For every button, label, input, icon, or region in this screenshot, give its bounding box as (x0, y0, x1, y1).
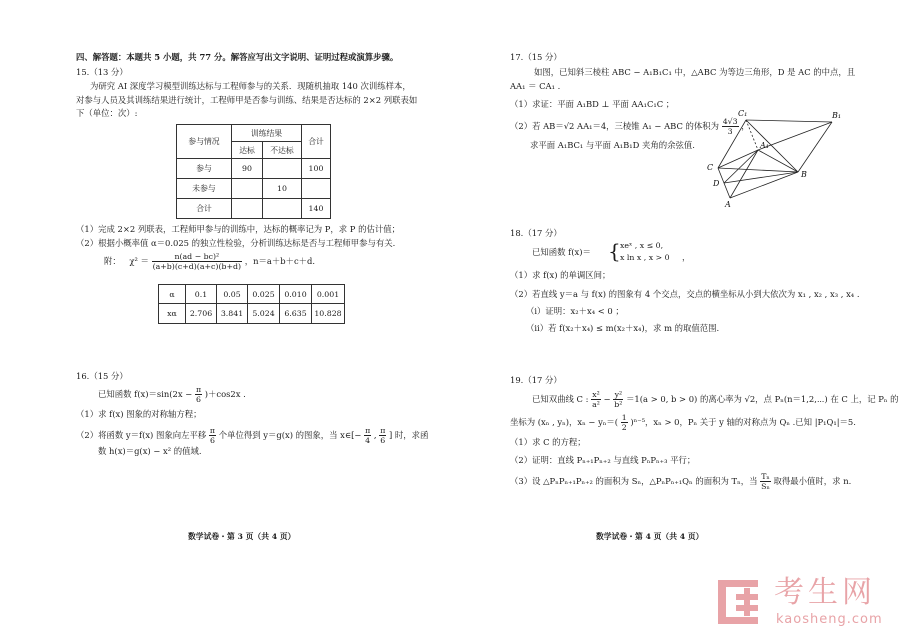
edge (746, 120, 832, 122)
edge (724, 150, 758, 183)
q15-para-2: 对参与人员及其训练结果进行统计，工程师甲是否参与训练、结果是否达标的 2×2 列联表如 (76, 95, 418, 105)
numerator: π (365, 426, 371, 435)
cell-fail (263, 199, 302, 219)
row-label: 未参与 (177, 179, 232, 199)
q18-sub-1: （1）求 f(x) 的单调区间； (510, 270, 611, 280)
label-d: D (713, 179, 720, 188)
numerator: 1 (621, 413, 627, 422)
q16-sub-2 (76, 426, 428, 445)
edge (746, 120, 798, 172)
page-4 (450, 0, 900, 636)
q17-para-1: 如图，已知斜三棱柱 ABC − A₁B₁C₁ 中，△ABC 为等边三角形，D 是 AC 的中点，且 (534, 67, 856, 77)
watermark-cn: 考生网 (774, 575, 876, 610)
cell-pass: 90 (232, 159, 263, 179)
fraction (379, 426, 386, 445)
q19-sub-3-part: （3）设 △PₙPₙ₊₁Pₙ₊₂ 的面积为 Sₙ，△PₙPₙ₊₁Qₙ 的面积为 Tₙ，当 (510, 476, 758, 486)
q17-para-2: AA₁ ＝ CA₁ . (510, 81, 561, 91)
q16-function-part: )＋cos2x . (204, 389, 246, 399)
numerator: π (209, 426, 216, 435)
edge (730, 172, 798, 198)
logo-shape (718, 617, 758, 624)
q15-sub-2: （2）根据小概率值 α＝0.025 的独立性检验，分析训练达标是否与工程师甲参与有关. (76, 238, 396, 248)
cell-fail (263, 159, 302, 179)
denominator: 3 (727, 127, 733, 136)
denominator: b² (614, 400, 623, 409)
kaosheng-logo-icon (712, 574, 768, 630)
q16-sub-2-part: , (373, 430, 377, 440)
q16-sub-2-cont: 数 h(x)＝g(x) − x² 的值域. (98, 446, 202, 456)
alpha-value: 0.1 (186, 285, 217, 304)
q16-sub-2-part: ] 时，求函 (389, 430, 429, 440)
edge (718, 150, 758, 168)
chi-denominator: (a+b)(c+d)(a+c)(b+d) (152, 262, 242, 271)
page-footer: 数学试卷・第 3 页（共 4 页） (188, 532, 296, 541)
numerator: x² (592, 390, 600, 399)
q18-head: 18.（17 分） (510, 228, 562, 238)
x-alpha-value: 3.841 (217, 304, 248, 324)
label-a1: A₁ (760, 141, 769, 150)
q19-sub-2: （2）证明：直线 Pₙ₊₁Pₙ₊₂ 与直线 PₙPₙ₊₃ 平行； (510, 455, 696, 465)
edge (724, 172, 798, 183)
q18-sub-2ii: （ii）若 f(x₂＋x₄) ≤ m(x₂＋x₄)，求 m 的取值范围. (526, 323, 720, 333)
q17-sub-2-part: ， (741, 121, 750, 131)
th-result: 训练结果 (232, 125, 302, 142)
q19-line-1 (532, 390, 899, 409)
q17-sub-2-cont: 求平面 A₁BC₁ 与平面 A₁B₁D 夹角的余弦值. (530, 140, 695, 150)
chi-lhs: χ² ＝ (129, 256, 149, 266)
fraction (760, 472, 771, 491)
q16-sub-1: （1）求 f(x) 图象的对称轴方程； (76, 409, 202, 419)
denominator: a² (592, 400, 600, 409)
q16-function-part: 已知函数 f(x)＝sin(2x − (98, 389, 193, 399)
denominator: 6 (196, 395, 201, 404)
denominator: 2 (621, 423, 627, 432)
watermark-en: kaosheng.com (776, 612, 883, 627)
alpha-label: α (159, 285, 186, 304)
cell-total: 140 (302, 199, 331, 219)
page-footer: 数学试卷・第 4 页（共 4 页） (596, 532, 704, 541)
alpha-value: 0.025 (248, 285, 280, 304)
x-alpha-value: 10.828 (312, 304, 345, 324)
chi-square-formula (104, 252, 315, 271)
q16-sub-2-part: （2）将函数 y＝f(x) 图象向左平移 (76, 430, 207, 440)
q19-line-2-part: )ⁿ⁻⁵，xₙ > 0，Pₙ 关于 y 轴的对称点为 Qₙ .已知 |P₁Q₁|＝5. (630, 417, 856, 427)
chi-fraction (152, 252, 242, 271)
brace: { (608, 239, 621, 263)
kaosheng-watermark (712, 574, 892, 630)
q19-head: 19.（17 分） (510, 375, 562, 385)
denominator: 6 (380, 436, 386, 445)
alpha-value: 0.010 (280, 285, 312, 304)
q16-head: 16.（15 分） (76, 371, 128, 381)
label-b: B (801, 170, 807, 179)
numerator: π (195, 385, 202, 394)
prism-figure (698, 106, 848, 208)
fraction (195, 385, 202, 404)
denominator: 6 (210, 436, 215, 445)
denominator: Sₙ (761, 482, 770, 491)
edge (718, 168, 798, 172)
th-total: 合计 (302, 125, 331, 159)
chi-numerator: n(ad − bc)² (152, 252, 242, 262)
q19-sub-1: （1）求 C 的方程； (510, 437, 586, 447)
table-row (177, 199, 331, 219)
q15-para-3: 下（单位：次）: (76, 108, 138, 118)
numerator: 4√3 (722, 117, 738, 126)
edge (758, 150, 798, 172)
fraction (364, 426, 371, 445)
q16-function (98, 385, 246, 404)
chi-tail: ，n＝a＋b＋c＋d. (244, 256, 316, 266)
label-b1: B₁ (832, 111, 842, 120)
numerator: π (380, 426, 386, 435)
q18-sub-2: （2）若直线 y＝a 与 f(x) 的图象有 4 个交点，交点的横坐标从小到大依次为 x₁ , x₂ , x₃ , x₄ . (510, 289, 860, 299)
edge (758, 122, 832, 150)
q19-line-1-part: ＝1(a > 0, b > 0) 的离心率为 √2，点 Pₙ(n＝1,2,⋯) 在 C 上，记 Pₙ 的 (626, 394, 899, 404)
x-alpha-label: xα (159, 304, 186, 324)
label-c1: C₁ (738, 109, 748, 118)
row-label: 参与 (177, 159, 232, 179)
edge (718, 120, 746, 168)
fraction (621, 413, 628, 432)
fraction (209, 426, 216, 445)
q15-head: 15.（13 分） (76, 67, 128, 77)
q17-sub-2-part: （2）若 AB＝√2 AA₁＝4，三棱锥 A₁ − ABC 的体积为 (510, 121, 720, 131)
label-a: A (725, 200, 731, 208)
q18-function-tail: ， (682, 252, 691, 262)
q15-sub-1: （1）完成 2×2 列联表，工程师甲参与的训练中，达标的概率记为 P，求 P 的估计值； (76, 224, 400, 234)
x-alpha-value: 5.024 (248, 304, 280, 324)
q19-line-2-part: 坐标为 (xₙ , yₙ)，xₙ − yₙ＝( (510, 417, 619, 427)
x-alpha-value: 2.706 (186, 304, 217, 324)
section-title: 四、解答题：本题共 5 小题，共 77 分。解答应写出文字说明、证明过程或演算步骤。 (76, 52, 399, 62)
numerator: Tₙ (761, 472, 770, 481)
edge (798, 122, 832, 172)
edge (730, 150, 758, 198)
cell-total (302, 179, 331, 199)
q18-sub-2i: （i）证明：x₂＋x₄ < 0 ； (526, 306, 624, 316)
q19-sub-3-part: 取得最小值时，求 n. (773, 476, 852, 486)
label-c: C (707, 163, 714, 172)
q15-para-1: 为研究 AI 深度学习模型训练达标与工程师参与的关系．现随机抽取 140 次训练样本， (90, 81, 411, 91)
table-row (177, 159, 331, 179)
q17-head: 17.（15 分） (510, 52, 562, 62)
th-participation: 参与情况 (177, 125, 232, 159)
q16-sub-2-part: 个单位得到 y＝g(x) 的图象，当 x∈[− (218, 430, 362, 440)
q18-case-2: x ln x , x > 0 (620, 253, 670, 262)
th-pass: 达标 (232, 142, 263, 159)
cell-pass (232, 199, 263, 219)
critical-value-table (158, 284, 345, 324)
edge (746, 120, 758, 150)
denominator: 4 (365, 436, 371, 445)
alpha-value: 0.05 (217, 285, 248, 304)
appendix-label: 附： (104, 256, 121, 266)
logo-shape (744, 588, 750, 616)
contingency-table (176, 124, 331, 219)
logo-shape (718, 580, 758, 587)
q19-line-2 (510, 413, 856, 432)
cell-pass (232, 179, 263, 199)
cell-total: 100 (302, 159, 331, 179)
numerator: y² (614, 390, 623, 399)
table-row (177, 179, 331, 199)
th-fail: 不达标 (263, 142, 302, 159)
q19-sub-3 (510, 472, 851, 491)
fraction (591, 390, 601, 409)
q18-function-intro: 已知函数 f(x)＝ (532, 247, 591, 257)
fraction (613, 390, 623, 409)
q19-line-1-part: 已知双曲线 C : (532, 394, 589, 404)
q19-line-1-part: − (603, 394, 611, 404)
alpha-value: 0.001 (312, 285, 345, 304)
q18-case-1: xeˣ , x ≤ 0, (620, 241, 664, 250)
cell-fail: 10 (263, 179, 302, 199)
row-label: 合计 (177, 199, 232, 219)
q17-sub-1: （1）求证：平面 A₁BD ⊥ 平面 AA₁C₁C ； (510, 99, 675, 109)
x-alpha-value: 6.635 (280, 304, 312, 324)
